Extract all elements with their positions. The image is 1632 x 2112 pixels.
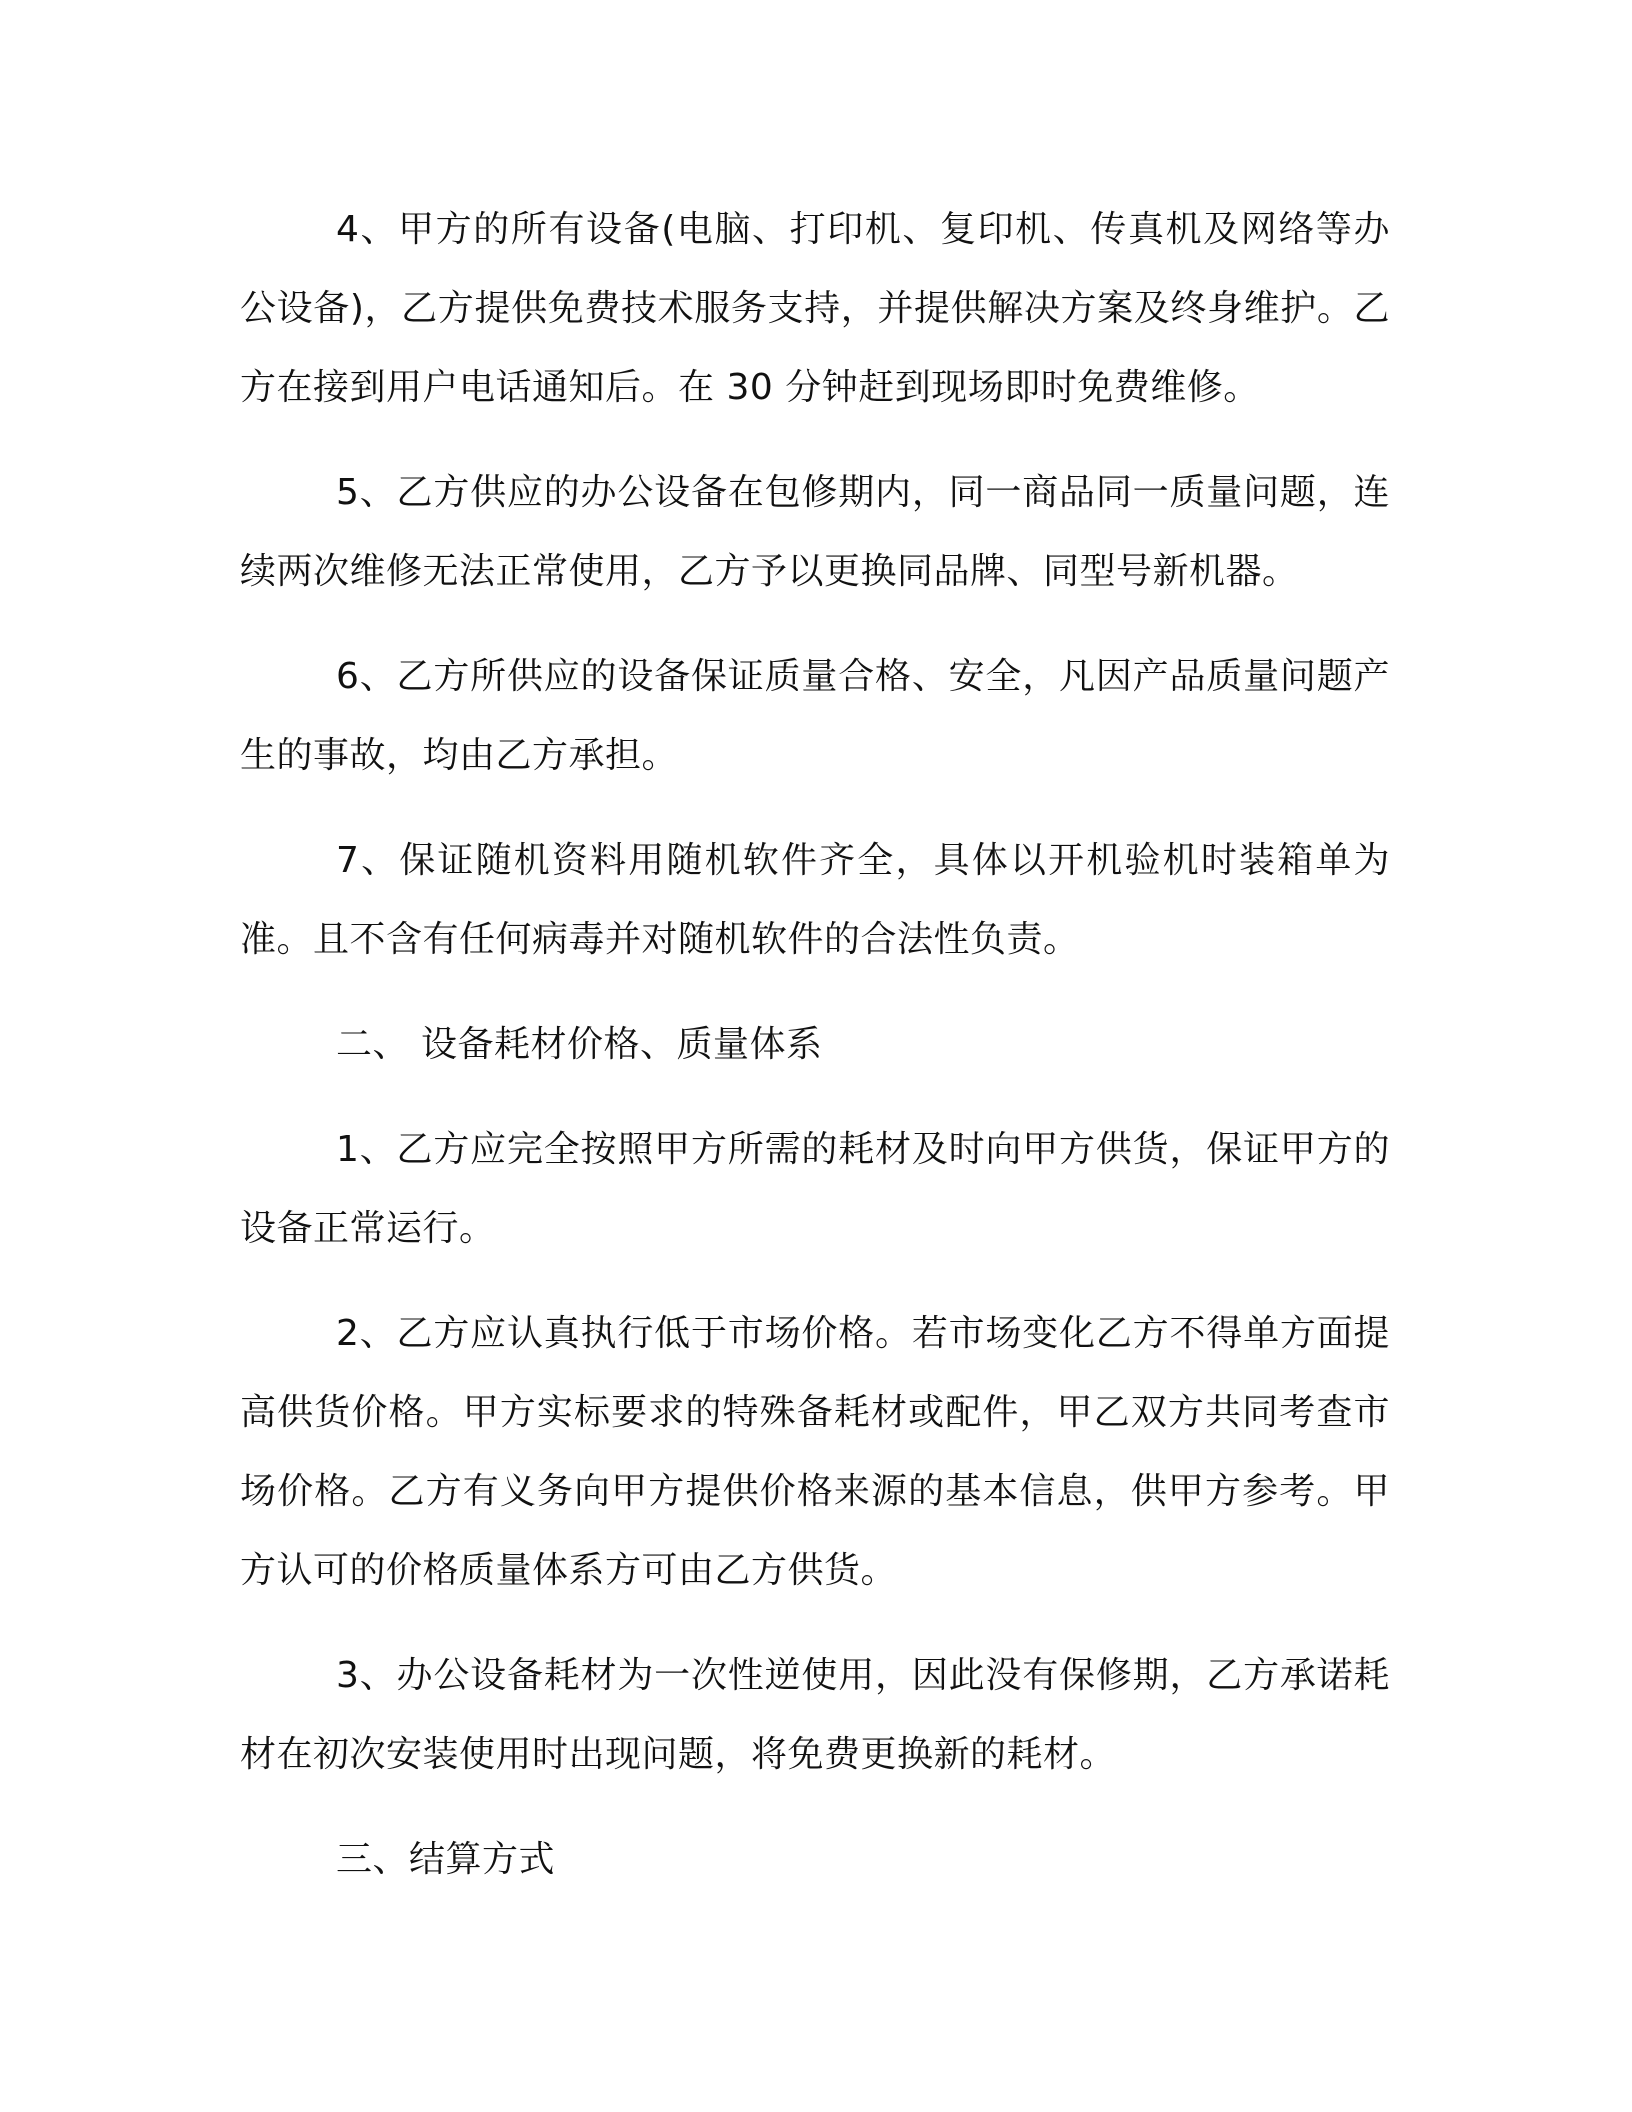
section2-clause-3: 3、办公设备耗材为一次性逆使用，因此没有保修期，乙方承诺耗材在初次安装使用时出现问题，将免费更换新的耗材。: [240, 1655, 1390, 1775]
document-body: [240, 190, 1390, 1925]
section-heading-2: 二、 设备耗材价格、质量体系: [336, 1024, 823, 1065]
clause-7: 7、保证随机资料用随机软件齐全，具体以开机验机时装箱单为准。且不含有任何病毒并对随机软件的合法性负责。: [240, 840, 1390, 960]
clause-4: 4、甲方的所有设备(电脑、打印机、复印机、传真机及网络等办公设备)，乙方提供免费技术服务支持，并提供解决方案及终身维护。乙方在接到用户电话通知后。在 30 分钟赶到现场即时免费维修。: [240, 209, 1390, 408]
section-heading-3: 三、结算方式: [336, 1839, 556, 1880]
section2-clause-1: 1、乙方应完全按照甲方所需的耗材及时向甲方供货，保证甲方的设备正常运行。: [240, 1129, 1390, 1249]
clause-6: 6、乙方所供应的设备保证质量合格、安全，凡因产品质量问题产生的事故，均由乙方承担。: [240, 656, 1390, 776]
clause-5: 5、乙方供应的办公设备在包修期内，同一商品同一质量问题，连续两次维修无法正常使用，乙方予以更换同品牌、同型号新机器。: [240, 472, 1390, 592]
section2-clause-2: 2、乙方应认真执行低于市场价格。若市场变化乙方不得单方面提高供货价格。甲方实标要求的特殊备耗材或配件，甲乙双方共同考查市场价格。乙方有义务向甲方提供价格来源的基本信息，供甲方参考。甲方认可的价格质量体系方可由乙方供货。: [240, 1313, 1390, 1591]
